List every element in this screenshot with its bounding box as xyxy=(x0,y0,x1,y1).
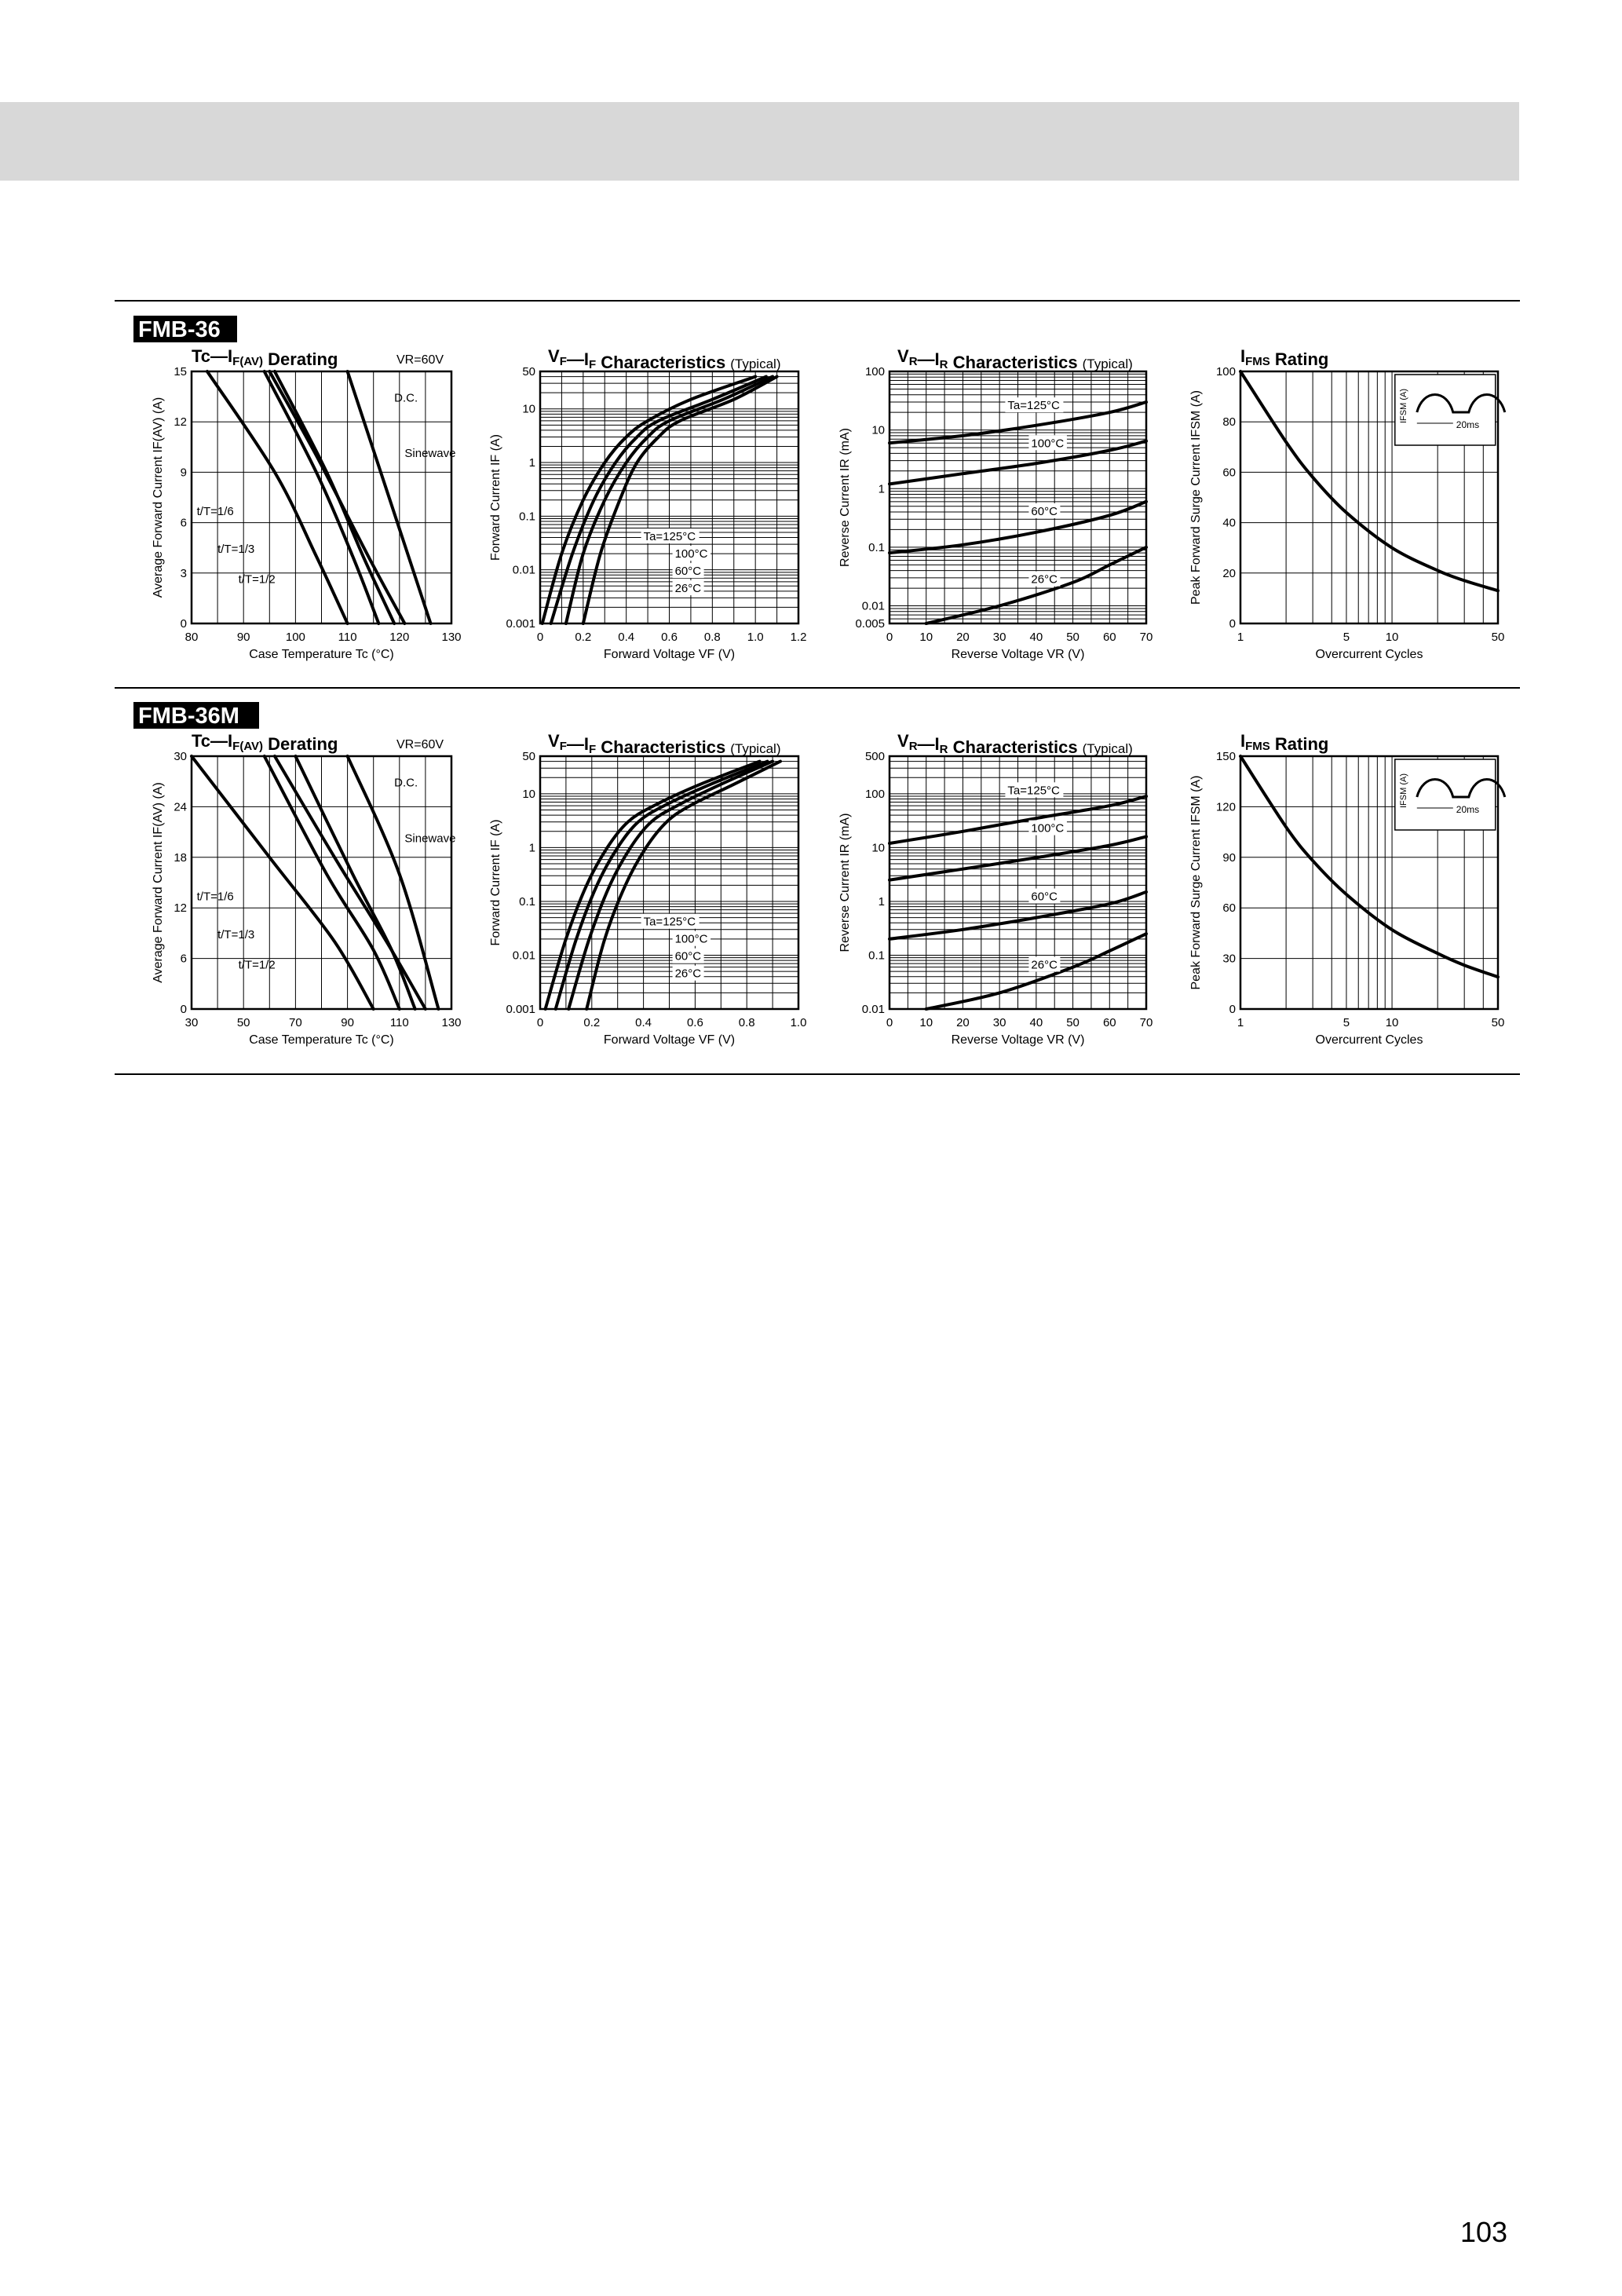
x-tick-label: 10 xyxy=(919,631,933,644)
chart-title-part: Characteristics xyxy=(948,737,1078,757)
chart-title-part: FMS xyxy=(1245,355,1270,368)
y-tick-label: 6 xyxy=(180,516,187,530)
x-tick-label: 90 xyxy=(236,631,250,644)
y-tick-label: 500 xyxy=(864,750,885,763)
x-tick-label: 110 xyxy=(389,1016,409,1029)
chart-title-part: Tc—I xyxy=(192,731,233,751)
chart-title xyxy=(1240,346,1328,369)
x-tick-label: 0.2 xyxy=(583,1016,601,1029)
legend-label: 100°C xyxy=(674,932,708,946)
y-tick-label: 0 xyxy=(1229,1003,1236,1016)
x-tick-label: 30 xyxy=(184,1016,199,1029)
page-number: 103 xyxy=(1460,2216,1508,2248)
y-tick-label: 100 xyxy=(864,787,885,801)
chart-title-part: V xyxy=(548,731,560,751)
chart-title-part: R xyxy=(939,358,948,371)
x-tick-label: 60 xyxy=(1102,1016,1116,1029)
curve-label: D.C. xyxy=(394,776,418,790)
legend-label: 26°C xyxy=(674,967,702,981)
y-tick-label: 150 xyxy=(1215,750,1236,763)
x-tick-label: 20 xyxy=(956,1016,970,1029)
y-axis-label: Forward Current IF (A) xyxy=(489,434,502,561)
curve-label: D.C. xyxy=(394,391,418,405)
x-tick-label: 100 xyxy=(285,631,305,644)
test-condition: VR=60V xyxy=(396,353,444,367)
x-tick-label: 0 xyxy=(536,631,544,644)
chart-title-part: I xyxy=(1240,346,1246,366)
legend-label: 100°C xyxy=(674,547,708,561)
y-axis-label: Average Forward Current IF(AV) (A) xyxy=(152,397,165,598)
x-axis-label: Case Temperature Tc (°C) xyxy=(249,648,394,661)
chart-title xyxy=(897,346,1133,372)
chart-title xyxy=(897,731,1133,757)
chart-fmb36-ifsm xyxy=(1189,346,1505,661)
test-condition: VR=60V xyxy=(396,738,444,751)
x-tick-label: 0.8 xyxy=(738,1016,755,1029)
y-tick-label: 60 xyxy=(1222,466,1236,480)
x-axis-label: Reverse Voltage VR (V) xyxy=(951,1033,1085,1047)
chart-title-part: Characteristics xyxy=(948,353,1078,372)
chart-fmb36m-derating xyxy=(152,731,462,1047)
curve-label: t/T=1/6 xyxy=(196,504,234,518)
chart-title-part: —I xyxy=(917,349,940,369)
x-tick-label: 20 xyxy=(956,631,970,644)
chart-title-note: (Typical) xyxy=(1082,356,1133,371)
legend-label: 26°C xyxy=(1031,958,1058,972)
y-tick-label: 10 xyxy=(522,402,535,416)
y-axis-label: Reverse Current IR (mA) xyxy=(838,428,852,567)
x-tick-label: 1 xyxy=(1237,631,1244,644)
x-tick-label: 5 xyxy=(1343,631,1350,644)
x-tick-label: 50 xyxy=(1066,631,1080,644)
x-tick-label: 1.0 xyxy=(790,1016,807,1029)
y-tick-label: 0.01 xyxy=(512,563,535,577)
x-tick-label: 10 xyxy=(1385,631,1399,644)
series-line xyxy=(275,371,394,623)
chart-title xyxy=(548,731,780,757)
chart-title-part: FMS xyxy=(1245,740,1270,753)
y-tick-label: 0.1 xyxy=(519,510,535,524)
y-tick-label: 0.01 xyxy=(861,1003,885,1016)
x-tick-label: 0.8 xyxy=(703,631,721,644)
chart-title-note: (Typical) xyxy=(730,741,781,756)
y-tick-label: 6 xyxy=(180,952,187,966)
x-tick-label: 1.2 xyxy=(790,631,807,644)
inset-y-label: IFSM (A) xyxy=(1398,773,1408,808)
x-axis-label: Forward Voltage VF (V) xyxy=(603,1033,736,1047)
x-tick-label: 0.4 xyxy=(618,631,635,644)
x-tick-label: 50 xyxy=(1066,1016,1080,1029)
chart-fmb36-derating xyxy=(152,346,462,661)
chart-title-part: R xyxy=(939,743,948,756)
series-line xyxy=(348,371,431,623)
y-tick-label: 1 xyxy=(528,456,535,470)
x-tick-label: 10 xyxy=(1385,1016,1399,1029)
x-tick-label: 130 xyxy=(441,631,462,644)
legend-label: Ta=125°C xyxy=(1007,784,1060,798)
x-tick-label: 80 xyxy=(184,631,199,644)
chart-title-part: F xyxy=(588,743,597,756)
chart-title-part: V xyxy=(897,731,909,751)
y-tick-label: 3 xyxy=(180,566,187,580)
chart-title-part: —I xyxy=(566,349,589,369)
y-tick-label: 0 xyxy=(1229,617,1236,631)
y-tick-label: 50 xyxy=(522,365,535,378)
legend-label: 60°C xyxy=(1031,890,1058,904)
chart-fmb36-vrir xyxy=(838,346,1153,661)
x-tick-label: 0 xyxy=(536,1016,544,1029)
curve-label: t/T=1/3 xyxy=(217,543,255,557)
x-tick-label: 110 xyxy=(338,631,357,644)
chart-title-part: F xyxy=(559,740,567,753)
y-tick-label: 18 xyxy=(174,850,187,865)
y-tick-label: 40 xyxy=(1222,516,1236,530)
y-tick-label: 0.01 xyxy=(861,599,885,613)
x-tick-label: 0.6 xyxy=(661,631,678,644)
curve-label: Sinewave xyxy=(404,832,456,846)
section-label: FMB-36 xyxy=(138,317,221,342)
chart-title-part: Derating xyxy=(263,349,338,369)
chart-fmb36-vfif xyxy=(489,346,806,661)
x-axis-label: Overcurrent Cycles xyxy=(1315,648,1423,661)
legend-label: Ta=125°C xyxy=(643,530,696,544)
x-axis-label: Case Temperature Tc (°C) xyxy=(249,1033,394,1047)
x-axis-label: Forward Voltage VF (V) xyxy=(603,648,736,661)
y-tick-label: 90 xyxy=(1222,850,1236,865)
chart-title xyxy=(192,346,338,369)
x-axis-label: Reverse Voltage VR (V) xyxy=(951,648,1085,661)
y-tick-label: 0.1 xyxy=(868,949,885,963)
chart-title-part: F xyxy=(588,358,597,371)
inset-box xyxy=(1395,375,1496,445)
x-tick-label: 0 xyxy=(886,631,893,644)
curve-label: t/T=1/2 xyxy=(238,958,276,972)
y-tick-label: 50 xyxy=(522,750,535,763)
x-tick-label: 0 xyxy=(886,1016,893,1029)
y-tick-label: 9 xyxy=(180,466,187,480)
y-tick-label: 30 xyxy=(1222,952,1236,966)
y-tick-label: 0.1 xyxy=(519,894,535,909)
legend-label: 100°C xyxy=(1031,437,1065,451)
chart-title-part: R xyxy=(908,740,918,753)
x-tick-label: 10 xyxy=(919,1016,933,1029)
x-tick-label: 60 xyxy=(1102,631,1116,644)
chart-title-part: —I xyxy=(917,734,940,754)
y-tick-label: 60 xyxy=(1222,901,1236,916)
y-tick-label: 100 xyxy=(864,365,885,378)
legend-label: 60°C xyxy=(1031,504,1058,518)
chart-title-part: Rating xyxy=(1269,734,1329,754)
chart-title-part: Rating xyxy=(1269,349,1329,369)
x-tick-label: 50 xyxy=(1491,1016,1505,1029)
x-tick-label: 0.2 xyxy=(575,631,592,644)
y-tick-label: 100 xyxy=(1215,365,1236,378)
x-tick-label: 30 xyxy=(992,1016,1006,1029)
inset-box xyxy=(1395,759,1496,830)
x-tick-label: 70 xyxy=(1139,1016,1153,1029)
y-tick-label: 10 xyxy=(871,841,885,855)
x-tick-label: 90 xyxy=(341,1016,354,1029)
y-tick-label: 12 xyxy=(174,901,187,916)
grid-lines xyxy=(192,371,451,623)
x-tick-label: 40 xyxy=(1029,1016,1043,1029)
x-tick-label: 1.0 xyxy=(747,631,764,644)
y-tick-label: 0 xyxy=(180,617,187,631)
legend-label: Ta=125°C xyxy=(1007,399,1060,413)
y-tick-label: 0.001 xyxy=(506,617,535,631)
legend-label: 26°C xyxy=(1031,572,1058,587)
chart-title-part: F xyxy=(559,355,567,368)
legend-label: 26°C xyxy=(674,582,702,596)
chart-title-note: (Typical) xyxy=(1082,741,1133,756)
y-tick-label: 0.1 xyxy=(868,540,885,554)
x-tick-label: 0.6 xyxy=(686,1016,703,1029)
chart-title-note: (Typical) xyxy=(730,356,781,371)
chart-fmb36m-vfif xyxy=(489,731,806,1047)
x-tick-label: 70 xyxy=(289,1016,302,1029)
x-tick-label: 5 xyxy=(1343,1016,1350,1029)
chart-title-part: R xyxy=(908,355,918,368)
inset-label: 20ms xyxy=(1456,419,1480,430)
y-axis-label: Peak Forward Surge Current IFSM (A) xyxy=(1189,775,1203,990)
legend-label: 60°C xyxy=(674,565,702,579)
y-tick-label: 1 xyxy=(878,482,885,496)
legend-label: 100°C xyxy=(1031,821,1065,835)
y-tick-label: 1 xyxy=(528,841,535,855)
y-tick-label: 15 xyxy=(174,365,187,378)
legend-label: 60°C xyxy=(674,949,702,963)
y-tick-label: 12 xyxy=(174,415,187,430)
y-tick-label: 30 xyxy=(174,750,187,763)
x-tick-label: 120 xyxy=(389,631,410,644)
chart-title-part: Tc—I xyxy=(192,346,233,366)
y-tick-label: 0.001 xyxy=(506,1003,535,1016)
chart-fmb36m-ifsm xyxy=(1189,731,1505,1047)
chart-title xyxy=(548,346,780,372)
x-axis-label: Overcurrent Cycles xyxy=(1315,1033,1423,1047)
chart-fmb36m-vrir xyxy=(838,731,1153,1047)
chart-title xyxy=(1240,731,1328,754)
curve-label: t/T=1/6 xyxy=(196,890,234,904)
x-tick-label: 1 xyxy=(1237,1016,1244,1029)
chart-title-part: I xyxy=(1240,731,1246,751)
y-axis-label: Reverse Current IR (mA) xyxy=(838,813,852,952)
section-label: FMB-36M xyxy=(138,704,239,729)
grid-lines xyxy=(192,756,451,1009)
chart-title-part: F(AV) xyxy=(232,740,264,753)
chart-title-part: V xyxy=(897,346,909,366)
x-tick-label: 50 xyxy=(1491,631,1505,644)
y-tick-label: 1 xyxy=(878,894,885,909)
x-tick-label: 70 xyxy=(1139,631,1153,644)
y-tick-label: 24 xyxy=(174,800,187,814)
curve-label: t/T=1/3 xyxy=(217,927,255,941)
chart-title-part: —I xyxy=(566,734,589,754)
y-tick-label: 0.01 xyxy=(512,949,535,963)
curve-label: Sinewave xyxy=(404,447,456,461)
x-tick-label: 40 xyxy=(1029,631,1043,644)
legend-label: Ta=125°C xyxy=(643,915,696,929)
chart-title-part: F(AV) xyxy=(232,355,264,368)
y-tick-label: 120 xyxy=(1215,800,1236,814)
y-tick-label: 80 xyxy=(1222,415,1236,430)
y-axis-label: Average Forward Current IF(AV) (A) xyxy=(152,782,165,983)
y-tick-label: 0.005 xyxy=(855,617,885,631)
chart-title-part: Characteristics xyxy=(596,353,726,372)
series-line xyxy=(295,756,415,1009)
chart-title-part: Characteristics xyxy=(596,737,726,757)
chart-title xyxy=(192,731,338,754)
x-tick-label: 130 xyxy=(441,1016,462,1029)
y-axis-label: Forward Current IF (A) xyxy=(489,819,502,946)
y-tick-label: 10 xyxy=(522,787,535,801)
series-line xyxy=(265,756,400,1009)
chart-title-part: V xyxy=(548,346,560,366)
y-tick-label: 10 xyxy=(871,423,885,437)
curve-label: t/T=1/2 xyxy=(238,572,276,587)
y-tick-label: 0 xyxy=(180,1003,187,1016)
x-tick-label: 50 xyxy=(236,1016,250,1029)
inset-label: 20ms xyxy=(1456,804,1480,815)
x-tick-label: 30 xyxy=(992,631,1006,644)
y-tick-label: 20 xyxy=(1222,566,1236,580)
series-line xyxy=(348,756,439,1009)
y-axis-label: Peak Forward Surge Current IFSM (A) xyxy=(1189,390,1203,605)
inset-y-label: IFSM (A) xyxy=(1398,389,1408,423)
chart-title-part: Derating xyxy=(263,734,338,754)
x-tick-label: 0.4 xyxy=(635,1016,652,1029)
